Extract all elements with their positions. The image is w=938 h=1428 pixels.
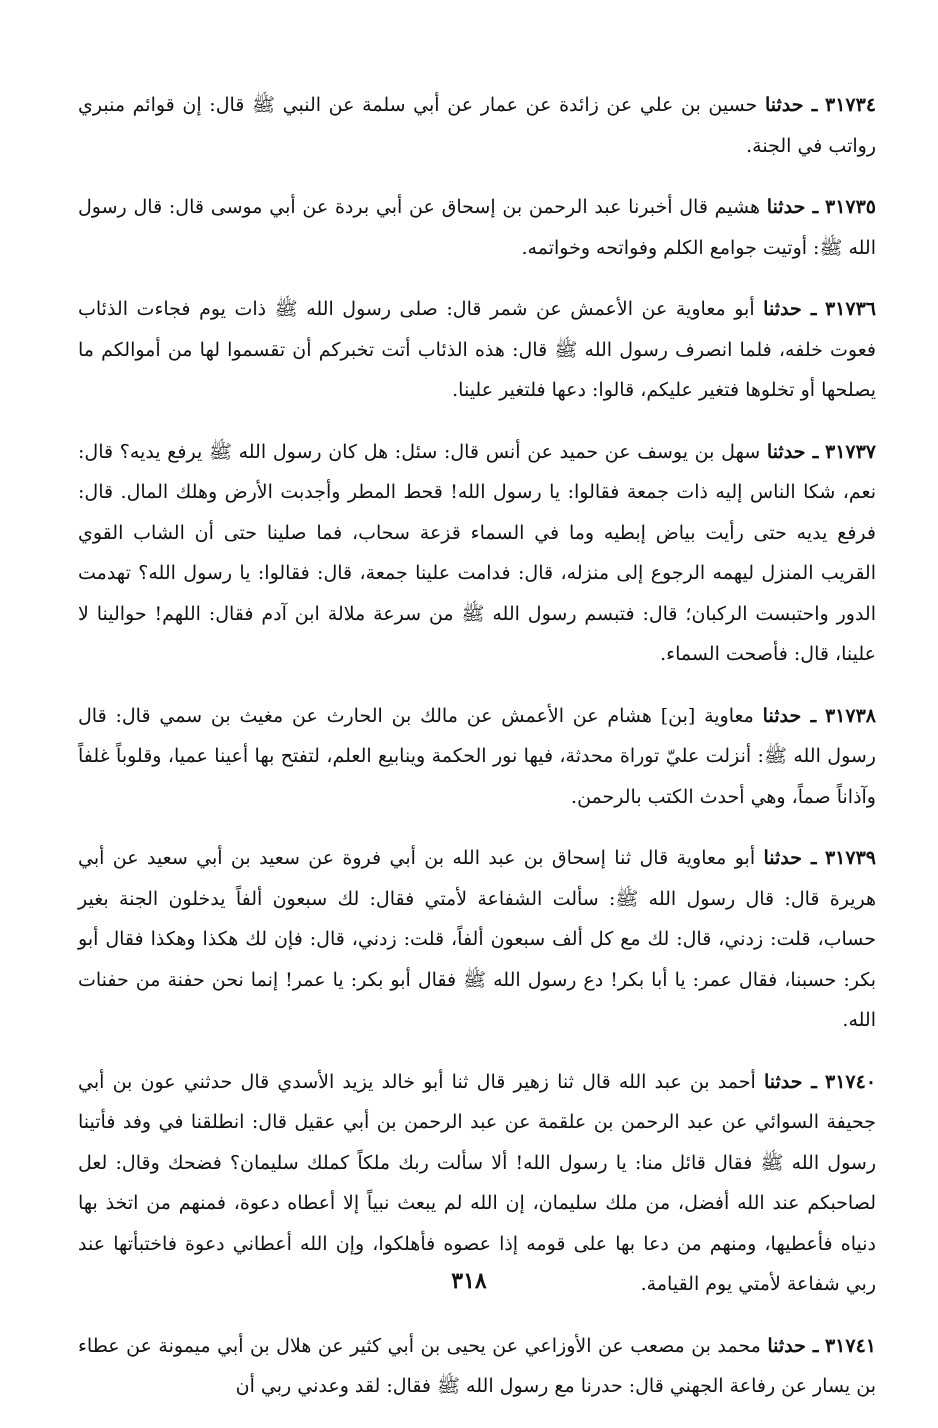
hadith-text: معاوية [بن] هشام عن الأعمش عن مالك بن الحارث عن مغيث بن سمي قال: قال رسول الله ﷺ: أنزلت عليّ توراة محدثة، فيها نور الحكمة وينابيع العلم، لتفتح بها أعينا عميا، وقلوباً غلفاً وآذاناً صماً، وهي أحدث الكتب بالرحمن. xyxy=(78,704,876,808)
hadith-number: ٣١٧٣٤ xyxy=(825,94,877,116)
hadith-heading: حدثنا xyxy=(764,94,804,116)
hadith-number: ٣١٧٣٥ xyxy=(824,196,877,218)
hadith-31735: ٣١٧٣٥ ـ حدثنا هشيم قال أخبرنا عبد الرحمن بن إسحاق عن أبي بردة عن أبي موسى قال: قال رسول الله ﷺ: أوتيت جوامع الكلم وفواتحه وخواتمه. xyxy=(78,196,877,259)
hadith-number: ٣١٧٣٩ xyxy=(824,847,876,869)
hadith-heading: حدثنا xyxy=(762,704,802,727)
hadith-31739: ٣١٧٣٩ ـ حدثنا أبو معاوية قال ثنا إسحاق بن عبد الله بن أبي فروة عن سعيد بن أبي سعيد عن أبي هريرة قال: قال رسول الله ﷺ: سألت الشفاعة لأمتي فقال: لك سبعون ألفاً يدخلون الجنة بغير حساب، قلت: زدني، قال: لك مع كل ألف سبعون ألفاً، قلت: زدني، قال: فإن لك هكذا وهكذا فقال أبو بكر: حسبنا، فقال عمر: يا أبا بكر! دع رسول الله ﷺ فقال أبو بكر: يا عمر! إنما نحن حفنة من حفنات الله. xyxy=(78,847,876,1031)
page-number: ٣١٨ xyxy=(451,1268,487,1294)
hadith-number: ٣١٧٣٧ xyxy=(824,440,877,463)
hadith-heading: حدثنا xyxy=(763,1070,803,1093)
hadith-text: أبو معاوية عن الأعمش عن شمر قال: صلى رسول الله ﷺ ذات يوم فجاءت الذئاب فعوت خلفه، فلما انصرف رسول الله ﷺ قال: هذه الذئاب أتت تخبركم أن تقسموا لها من أموالكم ما يصلحها أو تخلوها فتغير عليكم، قالوا: دعها فلتغير علينا. xyxy=(78,298,876,401)
hadith-heading: حدثنا xyxy=(763,847,803,869)
hadith-number: ٣١٧٤٠ xyxy=(825,1070,877,1093)
hadith-heading: حدثنا xyxy=(763,298,802,320)
hadith-heading: حدثنا xyxy=(766,440,806,463)
page-body xyxy=(78,85,876,1428)
hadith-number: ٣١٧٣٨ xyxy=(824,704,876,727)
hadith-text: حسين بن علي عن زائدة عن عمار عن أبي سلمة عن النبي ﷺ قال: إن قوائم منبري رواتب في الجنة. xyxy=(78,94,876,157)
hadith-number: ٣١٧٤١ xyxy=(824,1334,876,1357)
hadith-number: ٣١٧٣٦ xyxy=(824,298,876,320)
hadith-31741: ٣١٧٤١ ـ حدثنا محمد بن مصعب عن الأوزاعي عن يحيى بن أبي كثير عن هلال بن أبي ميمونة عن عطاء بن يسار عن رفاعة الجهني قال: حدرنا مع رسول الله ﷺ فقال: لقد وعدني ربي أن xyxy=(78,1334,876,1397)
hadith-31734: ٣١٧٣٤ ـ حدثنا حسين بن علي عن زائدة عن عمار عن أبي سلمة عن النبي ﷺ قال: إن قوائم منبري رواتب في الجنة. xyxy=(78,94,877,157)
hadith-31736: ٣١٧٣٦ ـ حدثنا أبو معاوية عن الأعمش عن شمر قال: صلى رسول الله ﷺ ذات يوم فجاءت الذئاب فعوت خلفه، فلما انصرف رسول الله ﷺ قال: هذه الذئاب أتت تخبركم أن تقسموا لها من أموالكم ما يصلحها أو تخلوها فتغير عليكم، قالوا: دعها فلتغير علينا. xyxy=(78,298,876,401)
hadith-31738: ٣١٧٣٨ ـ حدثنا معاوية [بن] هشام عن الأعمش عن مالك بن الحارث عن مغيث بن سمي قال: قال رسول الله ﷺ: أنزلت عليّ توراة محدثة، فيها نور الحكمة وينابيع العلم، لتفتح بها أعينا عميا، وقلوباً غلفاً وآذاناً صماً، وهي أحدث الكتب بالرحمن. xyxy=(78,704,876,808)
hadith-text: أبو معاوية قال ثنا إسحاق بن عبد الله بن أبي فروة عن سعيد بن أبي سعيد عن أبي هريرة قال: قال رسول الله ﷺ: سألت الشفاعة لأمتي فقال: لك سبعون ألفاً يدخلون الجنة بغير حساب، قلت: زدني، قال: لك مع كل ألف سبعون ألفاً، قلت: زدني، قال: فإن لك هكذا وهكذا فقال أبو بكر: حسبنا، فقال عمر: يا أبا بكر! دع رسول الله ﷺ فقال أبو بكر: يا عمر! إنما نحن حفنة من حفنات الله. xyxy=(78,847,876,1031)
hadith-text: محمد بن مصعب عن الأوزاعي عن يحيى بن أبي كثير عن هلال بن أبي ميمونة عن عطاء بن يسار عن رفاعة الجهني قال: حدرنا مع رسول الله ﷺ فقال: لقد وعدني ربي أن xyxy=(78,1334,876,1397)
hadith-31737: ٣١٧٣٧ ـ حدثنا سهل بن يوسف عن حميد عن أنس قال: سئل: هل كان رسول الله ﷺ يرفع يديه؟ قال: نعم، شكا الناس إليه ذات جمعة فقالوا: يا رسول الله! قحط المطر وأجدبت الأرض وهلك المال. قال: فرفع يديه حتى رأيت بياض إبطيه وما في السماء قزعة سحاب، فما صلينا حتى أن الشاب القوي القريب المنزل ليهمه الرجوع إلى منزله، قال: فدامت علينا جمعة، قال: فقالوا: يا رسول الله؟ تهدمت الدور واحتبست الركبان؛ قال: فتبسم رسول الله ﷺ من سرعة ملالة ابن آدم فقال: اللهم! حوالينا لا علينا، قال: فأصحت السماء. xyxy=(78,440,877,665)
hadith-31740: ٣١٧٤٠ ـ حدثنا أحمد بن عبد الله قال ثنا زهير قال ثنا أبو خالد يزيد الأسدي قال حدثني عون بن أبي جحيفة السوائي عن عبد الرحمن بن علقمة عن عبد الرحمن بن أبي عقيل قال: انطلقنا في وفد فأتينا رسول الله ﷺ فقال قائل منا: يا رسول الله! ألا سألت ربك ملكاً كملك سليمان؟ فضحك وقال: لعل لصاحبكم عند الله أفضل، من ملك سليمان، إن الله لم يبعث نبياً إلا أعطاه دعوة، فمنهم من اتخذ بها دنياه فأعطيها، ومنهم من دعا بها على قومه إذا عصوه فأهلكوا، وإن الله أعطاني دعوة فاختبأتها عند ربي شفاعة لأمتي يوم القيامة. xyxy=(78,1070,877,1295)
hadith-heading: حدثنا xyxy=(766,196,806,218)
hadith-text: أحمد بن عبد الله قال ثنا زهير قال ثنا أبو خالد يزيد الأسدي قال حدثني عون بن أبي جحيفة السوائي عن عبد الرحمن بن علقمة عن عبد الرحمن بن أبي عقيل قال: انطلقنا في وفد فأتينا رسول الله ﷺ فقال قائل منا: يا رسول الله! ألا سألت ربك ملكاً كملك سليمان؟ فضحك وقال: لعل لصاحبكم عند الله أفضل، من ملك سليمان، إن الله لم يبعث نبياً إلا أعطاه دعوة، فمنهم من اتخذ بها دنياه فأعطيها، ومنهم من دعا بها على قومه إذا عصوه فأهلكوا، وإن الله أعطاني دعوة فاختبأتها عند ربي شفاعة لأمتي يوم القيامة. xyxy=(78,1070,876,1295)
hadith-text: سهل بن يوسف عن حميد عن أنس قال: سئل: هل كان رسول الله ﷺ يرفع يديه؟ قال: نعم، شكا الناس إليه ذات جمعة فقالوا: يا رسول الله! قحط المطر وأجدبت الأرض وهلك المال. قال: فرفع يديه حتى رأيت بياض إبطيه وما في السماء قزعة سحاب، فما صلينا حتى أن الشاب القوي القريب المنزل ليهمه الرجوع إلى منزله، قال: فدامت علينا جمعة، قال: فقالوا: يا رسول الله؟ تهدمت الدور واحتبست الركبان؛ قال: فتبسم رسول الله ﷺ من سرعة ملالة ابن آدم فقال: اللهم! حوالينا لا علينا، قال: فأصحت السماء. xyxy=(78,440,876,665)
hadith-heading: حدثنا xyxy=(767,1334,806,1357)
hadith-text: هشيم قال أخبرنا عبد الرحمن بن إسحاق عن أبي بردة عن أبي موسى قال: قال رسول الله ﷺ: أوتيت جوامع الكلم وفواتحه وخواتمه. xyxy=(78,196,876,259)
